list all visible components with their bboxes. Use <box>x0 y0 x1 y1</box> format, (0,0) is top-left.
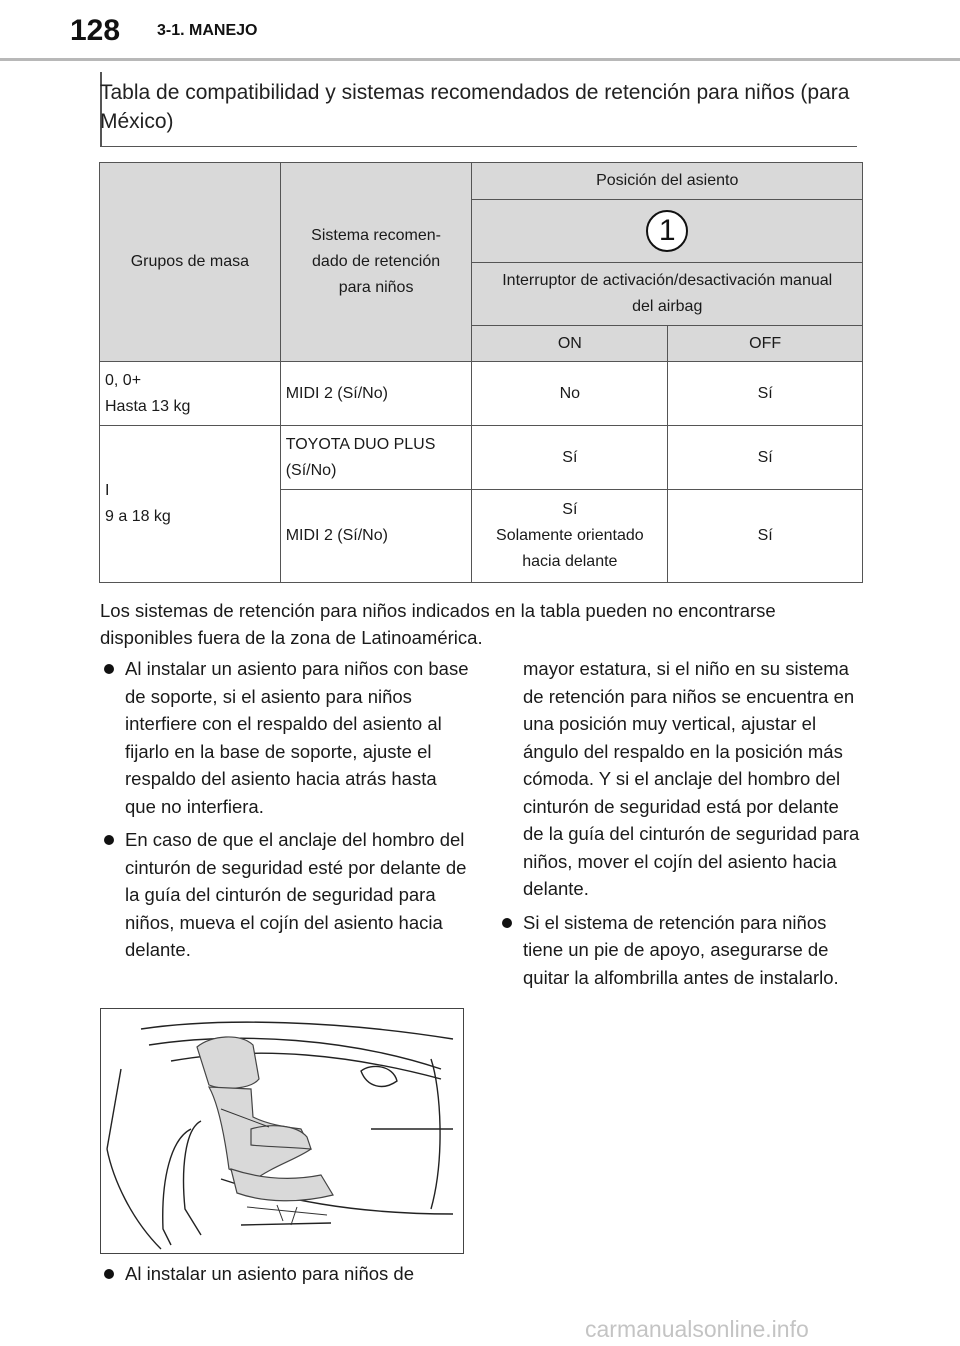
system-cell: MIDI 2 (Sí/No) <box>280 362 472 426</box>
airbag-line: Interruptor de activación/desactivación manual <box>502 272 833 289</box>
off-cell: Sí <box>668 426 863 490</box>
bullet-item <box>100 1260 470 1288</box>
group-line: 9 a 18 kg <box>105 508 171 525</box>
left-column <box>100 655 470 970</box>
header-off: OFF <box>668 326 863 362</box>
on-cell: Sí <box>472 426 668 490</box>
on-cell: No <box>472 362 668 426</box>
header-airbag-switch <box>472 263 863 326</box>
bullet-item <box>100 826 470 964</box>
group-line: 0, 0+ <box>105 371 142 389</box>
compatibility-table <box>99 162 863 583</box>
system-line: (Sí/No) <box>285 461 337 479</box>
section-header: 3-1. MANEJO <box>157 22 258 39</box>
page-number: 128 <box>70 14 121 47</box>
header-system-line: dado de retención <box>312 253 441 270</box>
header-rule <box>0 58 960 61</box>
bullet-text: Al instalar un asiento para niños con base de soporte, si el asiento para niños interfiere con el respaldo del asiento al fijarlo en la base de soporte, ajuste el respaldo del asiento hacia atrás hasta que no interfiera. <box>125 658 469 817</box>
right-column <box>498 655 860 997</box>
off-cell: Sí <box>668 362 863 426</box>
header-seat-position: Posición del asiento <box>472 163 863 200</box>
header-recommended-system <box>280 163 472 362</box>
group-cell <box>100 362 281 426</box>
group-line: I <box>105 482 110 499</box>
watermark: carmanualsonline.info <box>585 1316 809 1342</box>
availability-note: Los sistemas de retención para niños indicados en la tabla pueden no encontrarse disponibles fuera de la zona de Latinoamérica. <box>100 600 776 648</box>
system-cell: MIDI 2 (Sí/No) <box>280 490 472 583</box>
seat-1-circle-icon: 1 <box>646 210 688 252</box>
bullet-text: En caso de que el anclaje del hombro del cinturón de seguridad esté por delante de la guía del cinturón de seguridad para niños, mueva el cojín del asiento hacia delante. <box>125 829 467 960</box>
child-seat-illustration <box>100 1008 464 1254</box>
bullet-continuation: mayor estatura, si el niño en su sistema de retención para niños se encuentra en una posición muy vertical, ajustar el ángulo del respaldo en la posición más cómoda. Y si el anclaje del hombro del cinturón de seguridad está por delante de la guía del cinturón de seguridad para niños, mover el cojín del asiento hacia delante. <box>523 658 860 899</box>
bullet-dot-icon <box>104 1269 114 1279</box>
header-system-line: Sistema recomen- <box>311 227 441 244</box>
on-line: Sí <box>562 501 578 518</box>
system-cell <box>280 426 472 490</box>
bullet-text: Si el sistema de retención para niños tiene un pie de apoyo, asegurarse de quitar la alfombrilla antes de instalarlo. <box>523 911 839 988</box>
off-cell: Sí <box>668 490 863 583</box>
group-cell <box>100 426 281 583</box>
system-line: TOYOTA DUO PLUS <box>285 435 436 453</box>
bullet-dot-icon <box>104 664 114 674</box>
title-rule <box>100 146 857 147</box>
bullet-dot-icon <box>502 918 512 928</box>
on-line: hacia delante <box>522 553 618 570</box>
bullet-item <box>498 909 860 992</box>
bullet-dot-icon <box>104 835 114 845</box>
header-on: ON <box>472 326 668 362</box>
bullet-text: Al instalar un asiento para niños de <box>125 1263 414 1284</box>
header-mass-group: Grupos de masa <box>100 163 281 362</box>
group-line: Hasta 13 kg <box>105 397 191 415</box>
section-title: Tabla de compatibilidad y sistemas recomendados de retención para niños (para México) <box>100 81 850 133</box>
header-system-line: para niños <box>338 279 414 296</box>
car-seat-drawing-icon <box>101 1009 463 1253</box>
on-cell <box>472 490 668 583</box>
bullet-item <box>100 655 470 820</box>
airbag-line: del airbag <box>632 298 703 315</box>
on-line: Solamente orientado <box>496 527 644 544</box>
seat-number-cell <box>472 200 863 263</box>
